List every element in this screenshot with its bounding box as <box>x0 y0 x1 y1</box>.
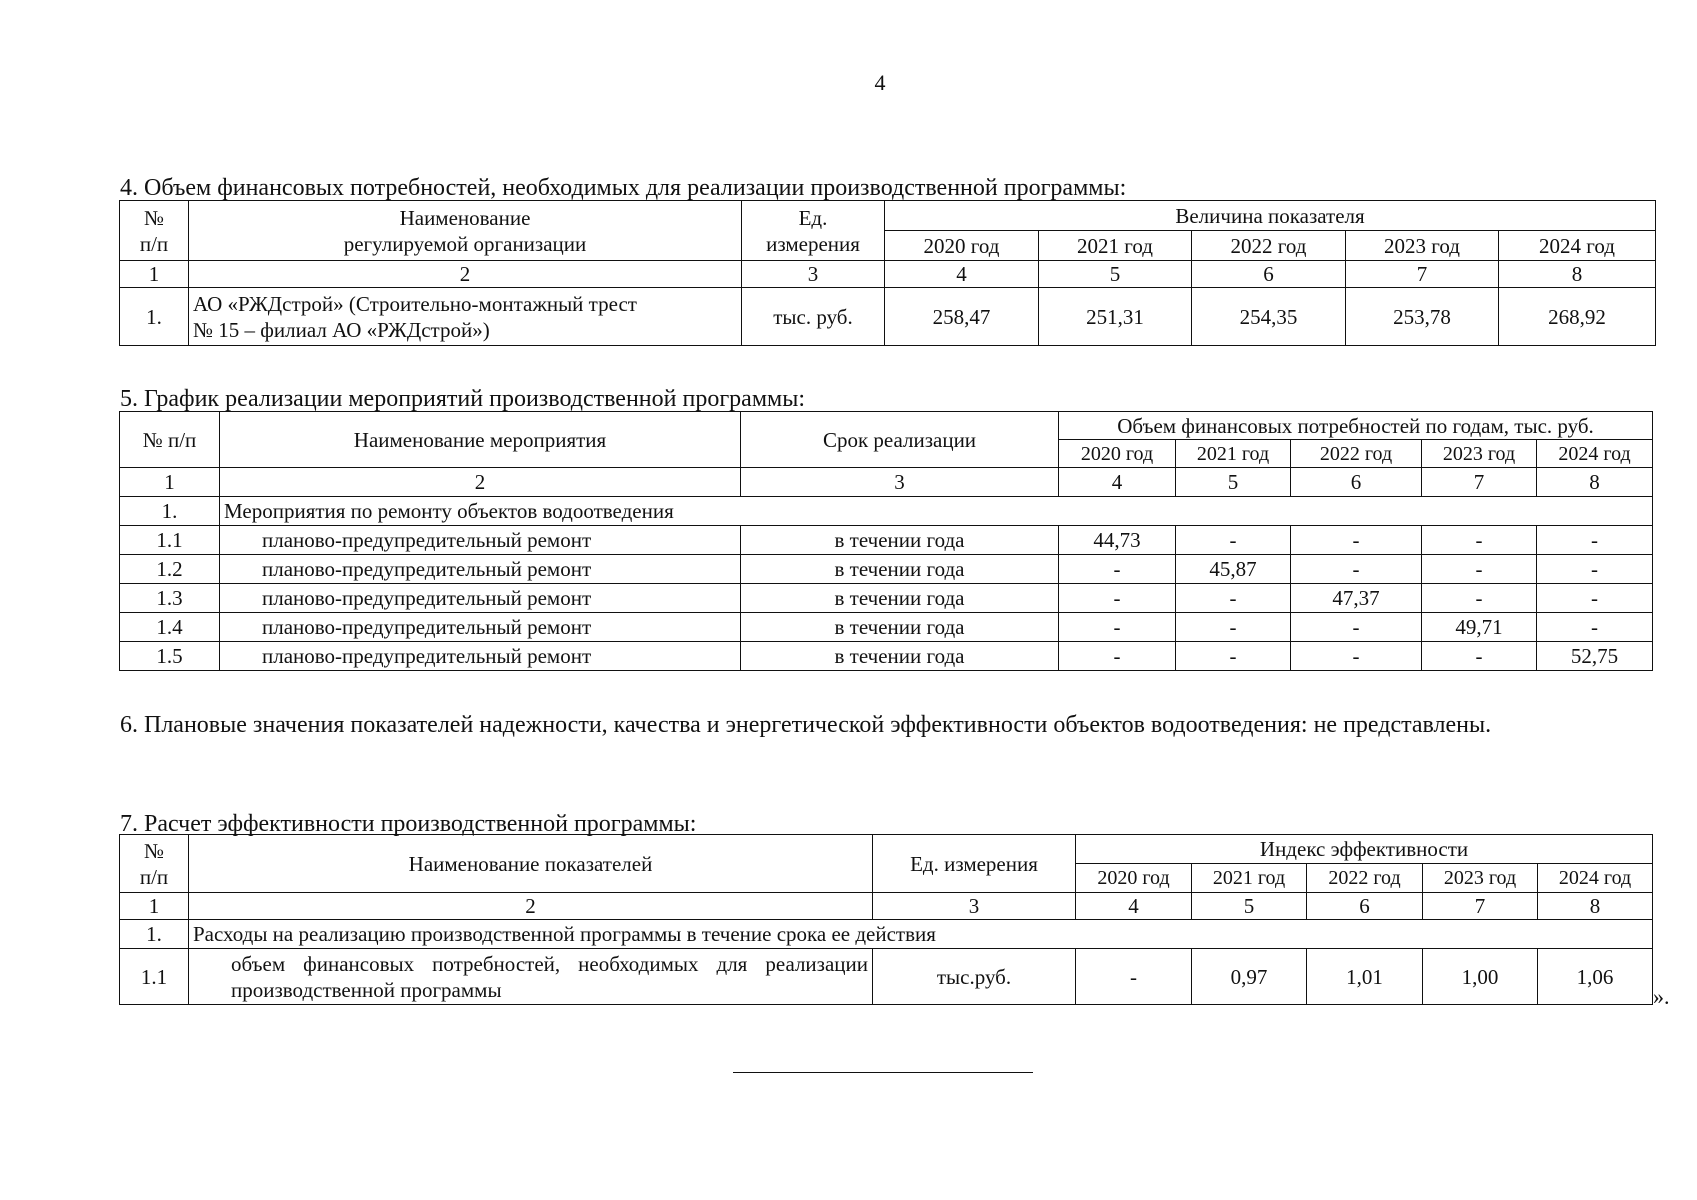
term-cell: в течении года <box>741 642 1059 671</box>
header-year: 2022 год <box>1307 864 1423 893</box>
group-row <box>120 920 1653 949</box>
header-year: 2022 год <box>1291 440 1422 468</box>
section-7-title: 7. Расчет эффективности производственной программы: <box>120 811 697 837</box>
value-cell: 1,06 <box>1538 949 1653 1005</box>
value-cell: 0,97 <box>1192 949 1307 1005</box>
column-number: 7 <box>1422 468 1537 497</box>
row-num: 1. <box>120 920 189 949</box>
value-cell: 45,87 <box>1176 555 1291 584</box>
column-number: 1 <box>120 468 220 497</box>
header-group: Индекс эффективности <box>1076 835 1653 864</box>
row-num: 1.1 <box>120 949 189 1005</box>
term-cell: в течении года <box>741 613 1059 642</box>
header-year: 2021 год <box>1176 440 1291 468</box>
header-year: 2023 год <box>1346 231 1499 261</box>
table-row <box>120 526 1653 555</box>
column-number: 4 <box>1076 893 1192 920</box>
value-cell: 44,73 <box>1059 526 1176 555</box>
table-header-row <box>120 412 1653 440</box>
value-cell: - <box>1422 642 1537 671</box>
header-year: 2024 год <box>1538 864 1653 893</box>
header-activity-name: Наименование мероприятия <box>220 412 741 468</box>
section-6-text: 6. Плановые значения показателей надежности, качества и энергетической эффективности объектов водоотведения: не представлены. <box>120 712 1492 738</box>
column-number: 8 <box>1537 468 1653 497</box>
value-cell: - <box>1076 949 1192 1005</box>
indicator-name: объем финансовых потребностей, необходимых для реализации производственной программы <box>189 949 873 1005</box>
header-num: № п/п <box>120 412 220 468</box>
table-header-row <box>120 201 1656 231</box>
header-year: 2020 год <box>1059 440 1176 468</box>
column-number: 8 <box>1499 261 1656 288</box>
header-group: Объем финансовых потребностей по годам, тыс. руб. <box>1059 412 1653 440</box>
value-cell: - <box>1537 555 1653 584</box>
column-number: 3 <box>742 261 885 288</box>
value-cell: 47,37 <box>1291 584 1422 613</box>
value-cell: - <box>1291 642 1422 671</box>
header-year: 2024 год <box>1537 440 1653 468</box>
header-year: 2022 год <box>1192 231 1346 261</box>
header-year: 2021 год <box>1192 864 1307 893</box>
schedule-table <box>119 411 1653 671</box>
table-row <box>120 949 1653 1005</box>
value-cell: - <box>1059 584 1176 613</box>
value-cell: - <box>1291 526 1422 555</box>
end-separator-line <box>733 1072 1033 1073</box>
activity-name: планово-предупредительный ремонт <box>220 555 741 584</box>
column-number-row <box>120 893 1653 920</box>
value-cell: - <box>1537 526 1653 555</box>
value-cell: - <box>1059 642 1176 671</box>
term-cell: в течении года <box>741 584 1059 613</box>
value-cell: - <box>1176 642 1291 671</box>
value-cell: - <box>1059 613 1176 642</box>
value-cell: - <box>1537 584 1653 613</box>
column-number: 7 <box>1423 893 1538 920</box>
column-number-row <box>120 261 1656 288</box>
value-cell: - <box>1176 584 1291 613</box>
column-number: 3 <box>873 893 1076 920</box>
column-number: 1 <box>120 893 189 920</box>
header-indicator-name: Наименование показателей <box>189 835 873 893</box>
row-num: 1.2 <box>120 555 220 584</box>
efficiency-table <box>119 834 1653 1005</box>
value-cell: 258,47 <box>885 288 1039 346</box>
unit-cell: тыс.руб. <box>873 949 1076 1005</box>
column-number: 1 <box>120 261 189 288</box>
header-year: 2023 год <box>1423 864 1538 893</box>
value-cell: - <box>1059 555 1176 584</box>
value-cell: 253,78 <box>1346 288 1499 346</box>
column-number: 7 <box>1346 261 1499 288</box>
header-year: 2020 год <box>1076 864 1192 893</box>
column-number: 2 <box>189 893 873 920</box>
column-number: 3 <box>741 468 1059 497</box>
financial-needs-table <box>119 200 1656 346</box>
table-row <box>120 642 1653 671</box>
value-cell: 268,92 <box>1499 288 1656 346</box>
header-unit: Ед. измерения <box>742 201 885 261</box>
activity-name: планово-предупредительный ремонт <box>220 526 741 555</box>
header-num: № п/п <box>120 835 189 893</box>
column-number: 5 <box>1176 468 1291 497</box>
table-row <box>120 584 1653 613</box>
table-row <box>120 288 1656 346</box>
value-cell: 1,01 <box>1307 949 1423 1005</box>
org-name: АО «РЖДстрой» (Строительно-монтажный трест № 15 – филиал АО «РЖДстрой») <box>189 288 742 346</box>
column-number: 6 <box>1307 893 1423 920</box>
column-number-row <box>120 468 1653 497</box>
value-cell: 52,75 <box>1537 642 1653 671</box>
header-unit: Ед. измерения <box>873 835 1076 893</box>
row-num: 1.1 <box>120 526 220 555</box>
row-num: 1.4 <box>120 613 220 642</box>
row-num: 1. <box>120 288 189 346</box>
section-4-title: 4. Объем финансовых потребностей, необходимых для реализации производственной программы: <box>120 175 1127 201</box>
column-number: 4 <box>1059 468 1176 497</box>
column-number: 6 <box>1192 261 1346 288</box>
value-cell: 251,31 <box>1039 288 1192 346</box>
section-5-title: 5. График реализации мероприятий производственной программы: <box>120 386 805 412</box>
group-name: Мероприятия по ремонту объектов водоотведения <box>220 497 1653 526</box>
activity-name: планово-предупредительный ремонт <box>220 613 741 642</box>
value-cell: - <box>1422 555 1537 584</box>
value-cell: 1,00 <box>1423 949 1538 1005</box>
row-num: 1.3 <box>120 584 220 613</box>
value-cell: - <box>1291 613 1422 642</box>
value-cell: - <box>1422 584 1537 613</box>
value-cell: - <box>1291 555 1422 584</box>
header-term: Срок реализации <box>741 412 1059 468</box>
group-row <box>120 497 1653 526</box>
value-cell: - <box>1176 526 1291 555</box>
row-num: 1. <box>120 497 220 526</box>
header-year: 2021 год <box>1039 231 1192 261</box>
value-cell: 254,35 <box>1192 288 1346 346</box>
column-number: 5 <box>1192 893 1307 920</box>
group-name: Расходы на реализацию производственной программы в течение срока ее действия <box>189 920 1653 949</box>
row-num: 1.5 <box>120 642 220 671</box>
value-cell: - <box>1537 613 1653 642</box>
header-org-name: Наименование регулируемой организации <box>189 201 742 261</box>
term-cell: в течении года <box>741 526 1059 555</box>
column-number: 8 <box>1538 893 1653 920</box>
header-year: 2023 год <box>1422 440 1537 468</box>
column-number: 2 <box>220 468 741 497</box>
header-group: Величина показателя <box>885 201 1656 231</box>
table-row <box>120 555 1653 584</box>
column-number: 4 <box>885 261 1039 288</box>
column-number: 6 <box>1291 468 1422 497</box>
table-row <box>120 613 1653 642</box>
value-cell: - <box>1422 526 1537 555</box>
table-header-row <box>120 835 1653 864</box>
value-cell: - <box>1176 613 1291 642</box>
column-number: 2 <box>189 261 742 288</box>
column-number: 5 <box>1039 261 1192 288</box>
activity-name: планово-предупредительный ремонт <box>220 584 741 613</box>
value-cell: 49,71 <box>1422 613 1537 642</box>
unit-cell: тыс. руб. <box>742 288 885 346</box>
term-cell: в течении года <box>741 555 1059 584</box>
header-num: № п/п <box>120 201 189 261</box>
header-year: 2024 год <box>1499 231 1656 261</box>
activity-name: планово-предупредительный ремонт <box>220 642 741 671</box>
closing-quote-mark: ». <box>1653 984 1670 1009</box>
header-year: 2020 год <box>885 231 1039 261</box>
page-number: 4 <box>874 70 886 95</box>
